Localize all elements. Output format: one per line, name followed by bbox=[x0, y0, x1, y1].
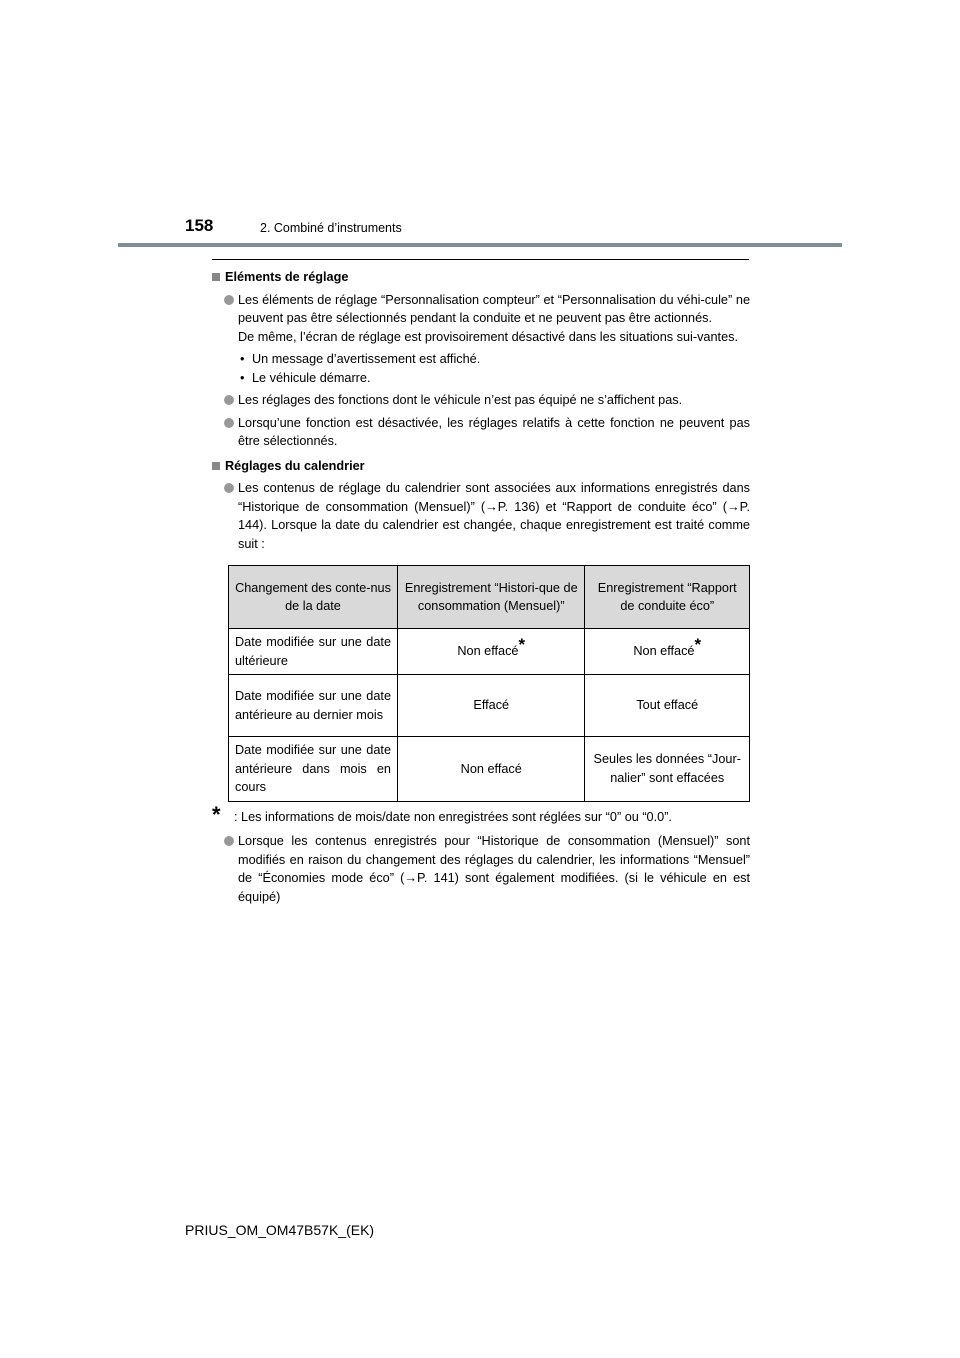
paragraph: Lorsqu’une fonction est désactivée, les réglages relatifs à cette fonction ne peuvent pas être sélectionnés. bbox=[238, 415, 750, 448]
table-cell: Date modifiée sur une date ultérieure bbox=[229, 629, 398, 675]
table-cell: Date modifiée sur une date antérieure dans mois en cours bbox=[229, 737, 398, 802]
header-divider bbox=[118, 243, 842, 247]
square-bullet-icon bbox=[212, 273, 220, 281]
circle-bullet-icon bbox=[224, 295, 234, 305]
table-cell: Non effacé bbox=[398, 737, 585, 802]
section-divider bbox=[212, 259, 749, 260]
column-header: Enregistrement “Rapport de conduite éco” bbox=[585, 566, 750, 629]
asterisk-mark: * bbox=[518, 635, 526, 655]
list-item bbox=[212, 479, 750, 553]
paragraph: Les contenus de réglage du calendrier sont associées aux informations enregistrés dans “Historique de consommation (Mensuel)” (→P. 136) et “Rapport de conduite éco” (→P. 144). Lorsque la date du calendrier est changée, chaque enregistrement est traité comme suit : bbox=[238, 481, 750, 551]
table-cell: Seules les données “Jour-nalier” sont effacées bbox=[585, 737, 750, 802]
page-content bbox=[212, 268, 750, 910]
calendar-table-wrapper bbox=[228, 565, 750, 802]
footnote: * : Les informations de mois/date non enregistrées sont réglées sur “0” ou “0.0”. bbox=[212, 801, 672, 827]
calendar-table bbox=[228, 565, 750, 802]
circle-bullet-icon bbox=[224, 395, 234, 405]
square-bullet-icon bbox=[212, 462, 220, 470]
circle-bullet-icon bbox=[224, 418, 234, 428]
table-row bbox=[229, 675, 750, 737]
chapter-title: 2. Combiné d’instruments bbox=[260, 221, 402, 235]
table-cell: Date modifiée sur une date antérieure au dernier mois bbox=[229, 675, 398, 737]
section-heading: Réglages du calendrier bbox=[212, 457, 750, 476]
paragraph: Lorsque les contenus enregistrés pour “Historique de consommation (Mensuel)” sont modifiés en raison du changement des réglages du calendrier, les informations “Mensuel” de “Économies mode éco” (→P. 141) sont également modifiées. (si le véhicule en est équipé) bbox=[238, 834, 750, 904]
table-cell: Non effacé* bbox=[585, 629, 750, 675]
list-item bbox=[212, 391, 750, 410]
document-footer: PRIUS_OM_OM47B57K_(EK) bbox=[185, 1222, 375, 1238]
circle-bullet-icon bbox=[224, 483, 234, 493]
paragraph: De même, l’écran de réglage est provisoirement désactivé dans les situations sui-vantes. bbox=[238, 329, 738, 344]
column-header: Changement des conte-nus de la date bbox=[229, 566, 398, 629]
sub-list-item: • Le véhicule démarre. bbox=[240, 369, 750, 388]
table-cell: Effacé bbox=[398, 675, 585, 737]
page-number: 158 bbox=[185, 216, 214, 235]
asterisk-mark: * bbox=[212, 801, 221, 827]
paragraph: Les réglages des fonctions dont le véhicule n’est pas équipé ne s’affichent pas. bbox=[238, 393, 683, 407]
table-row bbox=[229, 737, 750, 802]
section-heading: Eléments de réglage bbox=[212, 268, 750, 287]
table-cell: Non effacé* bbox=[398, 629, 585, 675]
circle-bullet-icon bbox=[224, 836, 234, 846]
table-cell: Tout effacé bbox=[585, 675, 750, 737]
asterisk-mark: * bbox=[694, 635, 702, 655]
paragraph: Les éléments de réglage “Personnalisation compteur” et “Personnalisation du véhi-cule” ne peuvent pas être sélectionnés pendant la conduite et ne peuvent pas être actionnés. bbox=[238, 292, 750, 325]
sub-list bbox=[212, 350, 750, 387]
sub-list-item: • Un message d’avertissement est affiché. bbox=[240, 350, 750, 369]
list-item bbox=[212, 832, 750, 906]
table-row bbox=[229, 629, 750, 675]
list-item bbox=[212, 414, 750, 451]
table-header-row bbox=[229, 566, 750, 629]
list-item bbox=[212, 291, 750, 347]
column-header: Enregistrement “Histori-que de consommation (Mensuel)” bbox=[398, 566, 585, 629]
